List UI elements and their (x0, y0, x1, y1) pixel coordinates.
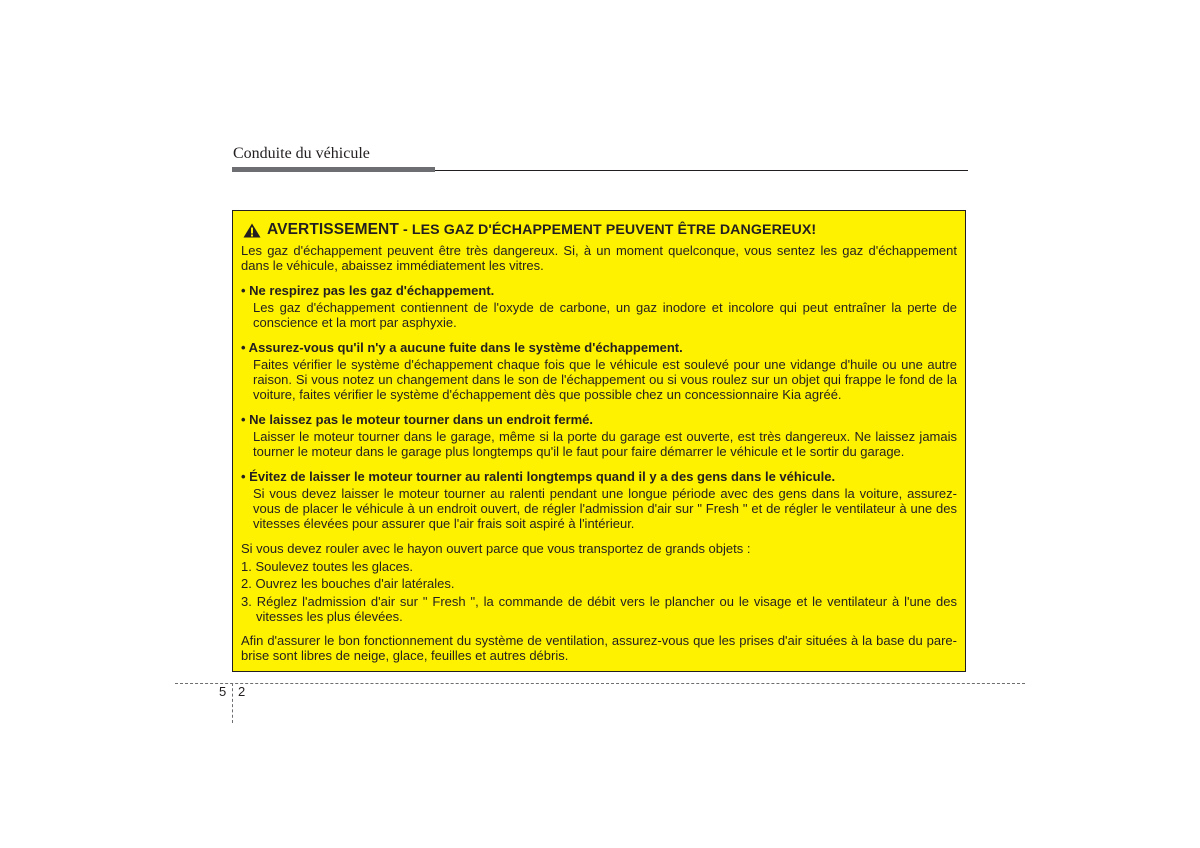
step-3: 3. Réglez l'admission d'air sur " Fresh ", la commande de débit vers le plancher ou le visage et le ventilateur à l'une des vitesses les plus élevées. (241, 593, 957, 624)
page-number: 2 (238, 684, 246, 699)
page-header-title: Conduite du véhicule (233, 145, 370, 162)
bullet-heading-2: • Assurez-vous qu'il n'y a aucune fuite dans le système d'échappement. (241, 340, 683, 356)
bullet-heading-3: • Ne laissez pas le moteur tourner dans un endroit fermé. (241, 412, 594, 428)
bullet-body-2: Faites vérifier le système d'échappement chaque fois que le véhicule est soulevé pour une vidange d'huile ou une autre raison. Si vous notez un changement dans le son de l'échappement ou si vous roulez sur un objet qui frappe le fond de la voiture, faites vérifier le système d'échappement dès que possible chez un concessionnaire Kia agréé. (253, 357, 957, 402)
bullet-heading-4: • Évitez de laisser le moteur tourner au ralenti longtemps quand il y a des gens dans le véhicule. (241, 469, 836, 485)
warning-title (267, 221, 816, 239)
warning-title-rest: - LES GAZ D'ÉCHAPPEMENT PEUVENT ÊTRE DANGEREUX! (398, 222, 817, 238)
header-rule-thin (435, 170, 968, 171)
bullet-body-1: Les gaz d'échappement contiennent de l'oxyde de carbone, un gaz inodore et incolore qui peut entraîner la perte de conscience et la mort par asphyxie. (253, 300, 957, 330)
closing-paragraph: Afin d'assurer le bon fonctionnement du système de ventilation, assurez-vous que les prises d'air situées à la base du pare-brise sont libres de neige, glace, feuilles et autres débris. (241, 633, 957, 663)
hatch-intro: Si vous devez rouler avec le hayon ouvert parce que vous transportez de grands objets : (241, 541, 751, 557)
warning-triangle-icon (243, 223, 261, 238)
bullet-heading-1: • Ne respirez pas les gaz d'échappement. (241, 283, 495, 299)
warning-box (232, 210, 966, 672)
page-section-number: 5 (219, 684, 227, 699)
footer-dashed-rule (175, 683, 1025, 684)
bullet-body-3: Laisser le moteur tourner dans le garage, même si la porte du garage est ouverte, est très dangereux. Ne laissez jamais tourner le moteur dans le garage plus longtemps qu'il le faut pour faire démarrer le véhicule et le sortir du garage. (253, 429, 957, 459)
header-rule-thick (232, 167, 435, 172)
warning-title-word: AVERTISSEMENT (267, 221, 399, 238)
step-2: 2. Ouvrez les bouches d'air latérales. (241, 576, 455, 592)
warning-heading (243, 221, 957, 239)
step-1: 1. Soulevez toutes les glaces. (241, 558, 413, 574)
footer-dashed-divider (232, 683, 233, 723)
warning-intro: Les gaz d'échappement peuvent être très dangereux. Si, à un moment quelconque, vous sentez les gaz d'échappement dans le véhicule, abaissez immédiatement les vitres. (241, 243, 957, 273)
bullet-body-4: Si vous devez laisser le moteur tourner au ralenti pendant une longue période avec des gens dans la voiture, assurez-vous de placer le véhicule à un endroit ouvert, de régler l'admission d'air sur " Fresh " et de régler le ventilateur à une des vitesses élevées pour assurer que l'air frais soit aspiré à l'intérieur. (253, 486, 957, 531)
